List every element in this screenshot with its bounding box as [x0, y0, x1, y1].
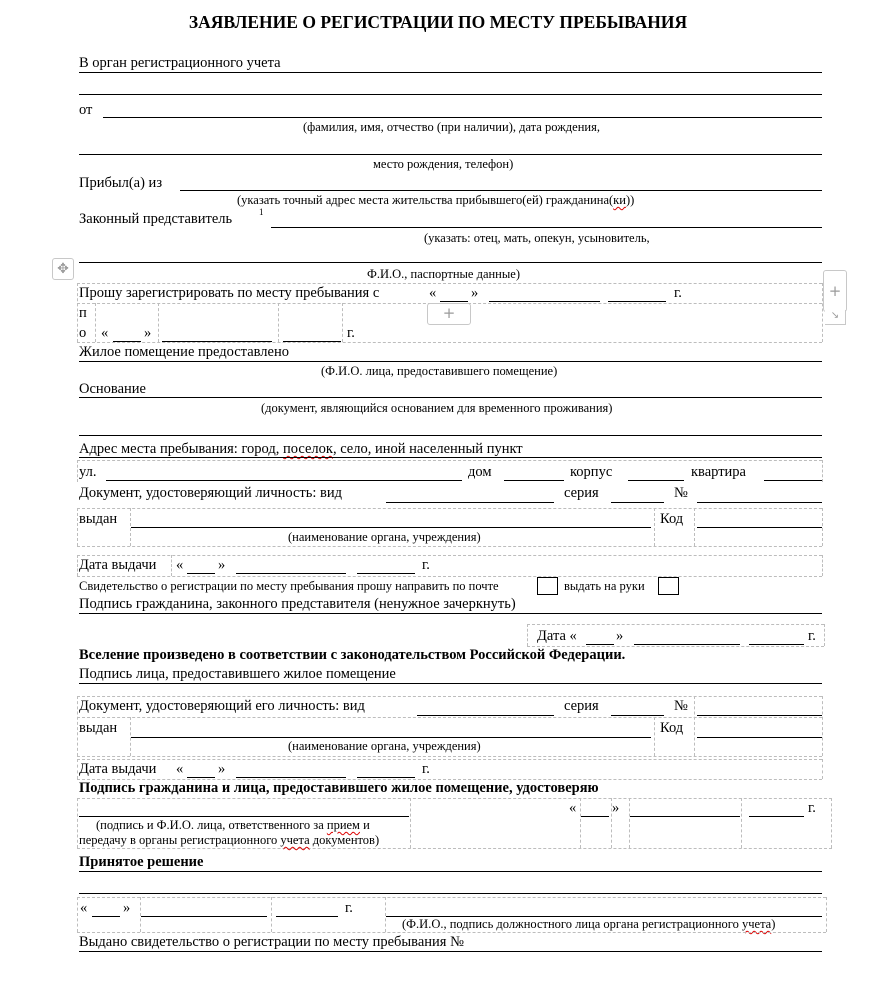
code-label: Код	[660, 511, 684, 527]
signature-label: Подпись гражданина, законного представителя (ненужное зачеркнуть)	[79, 596, 516, 612]
date-month-line[interactable]	[634, 644, 740, 645]
housing-label: Жилое помещение предоставлено	[79, 344, 289, 360]
table-border	[77, 696, 822, 697]
table-border	[822, 508, 823, 546]
code2-line[interactable]	[697, 737, 822, 738]
table-border	[824, 624, 825, 646]
decision-line[interactable]	[79, 871, 822, 872]
from-label: от	[79, 102, 93, 118]
table-border	[77, 555, 78, 576]
decision-day-line[interactable]	[92, 916, 120, 917]
plus-icon[interactable]: +	[823, 270, 847, 312]
table-border	[527, 624, 824, 625]
issued-label: выдан	[79, 511, 118, 527]
table-border	[694, 508, 695, 546]
table-border	[410, 798, 411, 848]
table-border	[654, 717, 655, 756]
table-border	[271, 897, 272, 932]
date-year-line[interactable]	[749, 644, 804, 645]
decision-year-line[interactable]	[276, 916, 338, 917]
number2-line[interactable]	[697, 715, 822, 716]
table-border	[95, 303, 96, 342]
provider-sign-label: Подпись лица, предоставившего жилое помещение	[79, 666, 396, 682]
by-mail-checkbox[interactable]	[537, 577, 558, 595]
code-label: Код	[660, 720, 684, 736]
year-mark: г.	[674, 285, 682, 301]
series-label: серия	[564, 485, 599, 501]
number-label: №	[674, 485, 688, 501]
resize-corner-icon[interactable]: ↘	[825, 310, 846, 325]
po-o: о	[79, 325, 87, 341]
id-doc-label: Документ, удостоверяющий личность: вид	[79, 485, 343, 501]
table-border	[77, 759, 822, 760]
issue-day-line[interactable]	[187, 573, 215, 574]
table-border	[77, 576, 822, 577]
cert-hand-label: выдать на руки	[564, 579, 645, 593]
settled-label: Вселение произведено в соответствии с законодательством Российской Федерации.	[79, 647, 626, 663]
quote-close: »	[218, 761, 226, 777]
rep-line-2[interactable]	[79, 262, 822, 263]
quote-open: «	[80, 900, 88, 916]
housing-line[interactable]	[79, 361, 822, 362]
cert-send-label: Свидетельство о регистрации по месту пребывания прошу направить по почте	[79, 579, 499, 593]
move-handle-icon[interactable]: ✥	[52, 258, 74, 280]
rep-label: Законный представитель	[79, 211, 233, 227]
table-border	[130, 508, 131, 546]
provider-sign-line[interactable]	[79, 683, 822, 684]
hint-official-sign: (Ф.И.О., подпись должностного лица органа регистрационного учета)	[402, 917, 776, 931]
basis-line[interactable]	[79, 397, 822, 398]
table-border	[822, 696, 823, 756]
number-line[interactable]	[697, 502, 822, 503]
address-line[interactable]	[79, 457, 822, 458]
date-label: Дата «	[537, 628, 577, 644]
table-border	[694, 696, 695, 756]
house-line[interactable]	[504, 480, 564, 481]
hint-issuer: (наименование органа, учреждения)	[288, 530, 481, 544]
table-border	[77, 897, 826, 898]
table-border	[831, 798, 832, 848]
table-border	[77, 283, 822, 284]
code-line[interactable]	[697, 527, 822, 528]
from-line[interactable]	[103, 117, 822, 118]
certify-year-line[interactable]	[749, 816, 804, 817]
po-p: п	[79, 305, 87, 321]
quote-open: «	[101, 325, 109, 341]
register-label: Прошу зарегистрировать по месту пребывания с	[79, 285, 380, 301]
table-border	[77, 546, 822, 547]
id-doc2-label: Документ, удостоверяющий его личность: вид	[79, 698, 365, 714]
apt-label: квартира	[691, 464, 746, 480]
official-sign-line[interactable]	[79, 816, 409, 817]
plus-icon[interactable]: +	[427, 303, 471, 325]
sign-both-label: Подпись гражданина и лица, предоставившего жилое помещение, удостоверяю	[79, 780, 599, 796]
table-border	[611, 798, 612, 848]
table-border	[826, 897, 827, 932]
issue-date-label: Дата выдачи	[79, 557, 157, 573]
series2-line[interactable]	[611, 715, 664, 716]
issued-label: выдан	[79, 720, 118, 736]
register-day-line[interactable]	[440, 301, 468, 302]
quote-open: «	[176, 557, 184, 573]
arrived-line[interactable]	[180, 190, 822, 191]
issue-date-label: Дата выдачи	[79, 761, 157, 777]
issue-year-line[interactable]	[357, 573, 415, 574]
by-hand-checkbox[interactable]	[658, 577, 679, 595]
basis-line-2[interactable]	[79, 435, 822, 436]
table-border	[77, 848, 832, 849]
organ-line-2[interactable]	[79, 94, 822, 95]
table-border	[77, 342, 822, 343]
table-border	[527, 624, 528, 646]
table-border	[77, 460, 822, 461]
hint-fio-dob: (фамилия, имя, отчество (при наличии), дата рождения,	[303, 120, 600, 134]
quote-close: »	[471, 285, 479, 301]
date-day-line[interactable]	[586, 644, 614, 645]
hint-rep: (указать: отец, мать, опекун, усыновитель,	[424, 231, 650, 245]
certify-month-line[interactable]	[630, 816, 740, 817]
house-label: дом	[468, 464, 492, 480]
table-border	[77, 460, 78, 482]
table-border	[278, 303, 279, 342]
rep-line[interactable]	[271, 227, 822, 228]
quote-close: »	[612, 800, 620, 816]
issue2-day-line[interactable]	[187, 777, 215, 778]
table-border	[130, 717, 131, 756]
korpus-label: корпус	[570, 464, 613, 480]
register-year-line[interactable]	[608, 301, 666, 302]
hint-official-1: (подпись и Ф.И.О. лица, ответственного за прием и	[96, 818, 370, 832]
table-border	[77, 555, 822, 556]
table-border	[342, 303, 343, 342]
table-border	[580, 798, 581, 848]
quote-close: »	[123, 900, 131, 916]
korpus-line[interactable]	[628, 480, 684, 481]
year-mark: г.	[347, 325, 355, 341]
table-border	[822, 759, 823, 779]
basis-label: Основание	[79, 381, 146, 397]
apt-line[interactable]	[764, 480, 822, 481]
table-border	[140, 897, 141, 932]
quote-close: »	[144, 325, 152, 341]
street-label: ул.	[79, 464, 97, 480]
hint-rep-passport: Ф.И.О., паспортные данные)	[367, 267, 520, 281]
table-border	[77, 696, 78, 756]
quote-close: »	[218, 557, 226, 573]
issued2-line[interactable]	[131, 737, 651, 738]
signature-line[interactable]	[79, 613, 822, 614]
year-mark: г.	[422, 557, 430, 573]
hint-issuer: (наименование органа, учреждения)	[288, 739, 481, 753]
arrived-label: Прибыл(а) из	[79, 175, 163, 191]
table-border	[77, 798, 78, 848]
quote-open: «	[569, 800, 577, 816]
decision-label: Принятое решение	[79, 854, 204, 870]
table-border	[77, 508, 822, 509]
year-mark: г.	[808, 800, 816, 816]
address-label: Адрес места пребывания: город, поселок, село, иной населенный пункт	[79, 441, 523, 457]
register-month-line[interactable]	[489, 301, 600, 302]
certify-day-line[interactable]	[581, 816, 609, 817]
quote-open: «	[429, 285, 437, 301]
table-border	[171, 555, 172, 576]
hint-basis: (документ, являющийся основанием для временного проживания)	[261, 401, 613, 415]
from-line-2[interactable]	[79, 154, 822, 155]
table-border	[77, 798, 832, 799]
table-border	[822, 460, 823, 482]
id-doc-type-line[interactable]	[386, 502, 554, 503]
street-line[interactable]	[106, 480, 462, 481]
hint-provider: (Ф.И.О. лица, предоставившего помещение)	[321, 364, 558, 378]
id-doc2-type-line[interactable]	[417, 715, 554, 716]
table-border	[385, 897, 386, 932]
hint-official-2: передачу в органы регистрационного учета документов)	[79, 833, 380, 847]
hint-address: (указать точный адрес места жительства прибывшего(ей) гражданина(ки))	[237, 193, 635, 207]
cert-issued-label: Выдано свидетельство о регистрации по месту пребывания №	[79, 934, 464, 950]
series-line[interactable]	[611, 502, 664, 503]
table-border	[77, 756, 822, 757]
year-mark: г.	[808, 628, 816, 644]
table-border	[77, 897, 78, 932]
table-border	[158, 303, 159, 342]
hint-birthplace: место рождения, телефон)	[373, 157, 514, 171]
table-border	[741, 798, 742, 848]
rep-footnote: 1	[259, 207, 264, 217]
form-title: ЗАЯВЛЕНИЕ О РЕГИСТРАЦИИ ПО МЕСТУ ПРЕБЫВАНИЯ	[188, 12, 688, 32]
series-label: серия	[564, 698, 599, 714]
issue2-year-line[interactable]	[357, 777, 415, 778]
table-border	[654, 508, 655, 546]
table-border	[77, 717, 822, 718]
issue-month-line[interactable]	[236, 573, 346, 574]
table-border	[77, 283, 78, 342]
quote-open: «	[176, 761, 184, 777]
year-mark: г.	[422, 761, 430, 777]
organ-label: В орган регистрационного учета	[79, 55, 281, 71]
decision-month-line[interactable]	[141, 916, 267, 917]
quote-close: »	[616, 628, 624, 644]
table-border	[77, 932, 826, 933]
number-label: №	[674, 698, 688, 714]
issue2-month-line[interactable]	[236, 777, 346, 778]
organ-line[interactable]	[79, 72, 822, 73]
decision-line-2[interactable]	[79, 893, 822, 894]
table-border	[822, 555, 823, 576]
table-border	[77, 508, 78, 546]
table-border	[77, 759, 78, 779]
cert-issued-line[interactable]	[79, 951, 822, 952]
issued-line[interactable]	[131, 527, 651, 528]
year-mark: г.	[345, 900, 353, 916]
table-border	[629, 798, 630, 848]
